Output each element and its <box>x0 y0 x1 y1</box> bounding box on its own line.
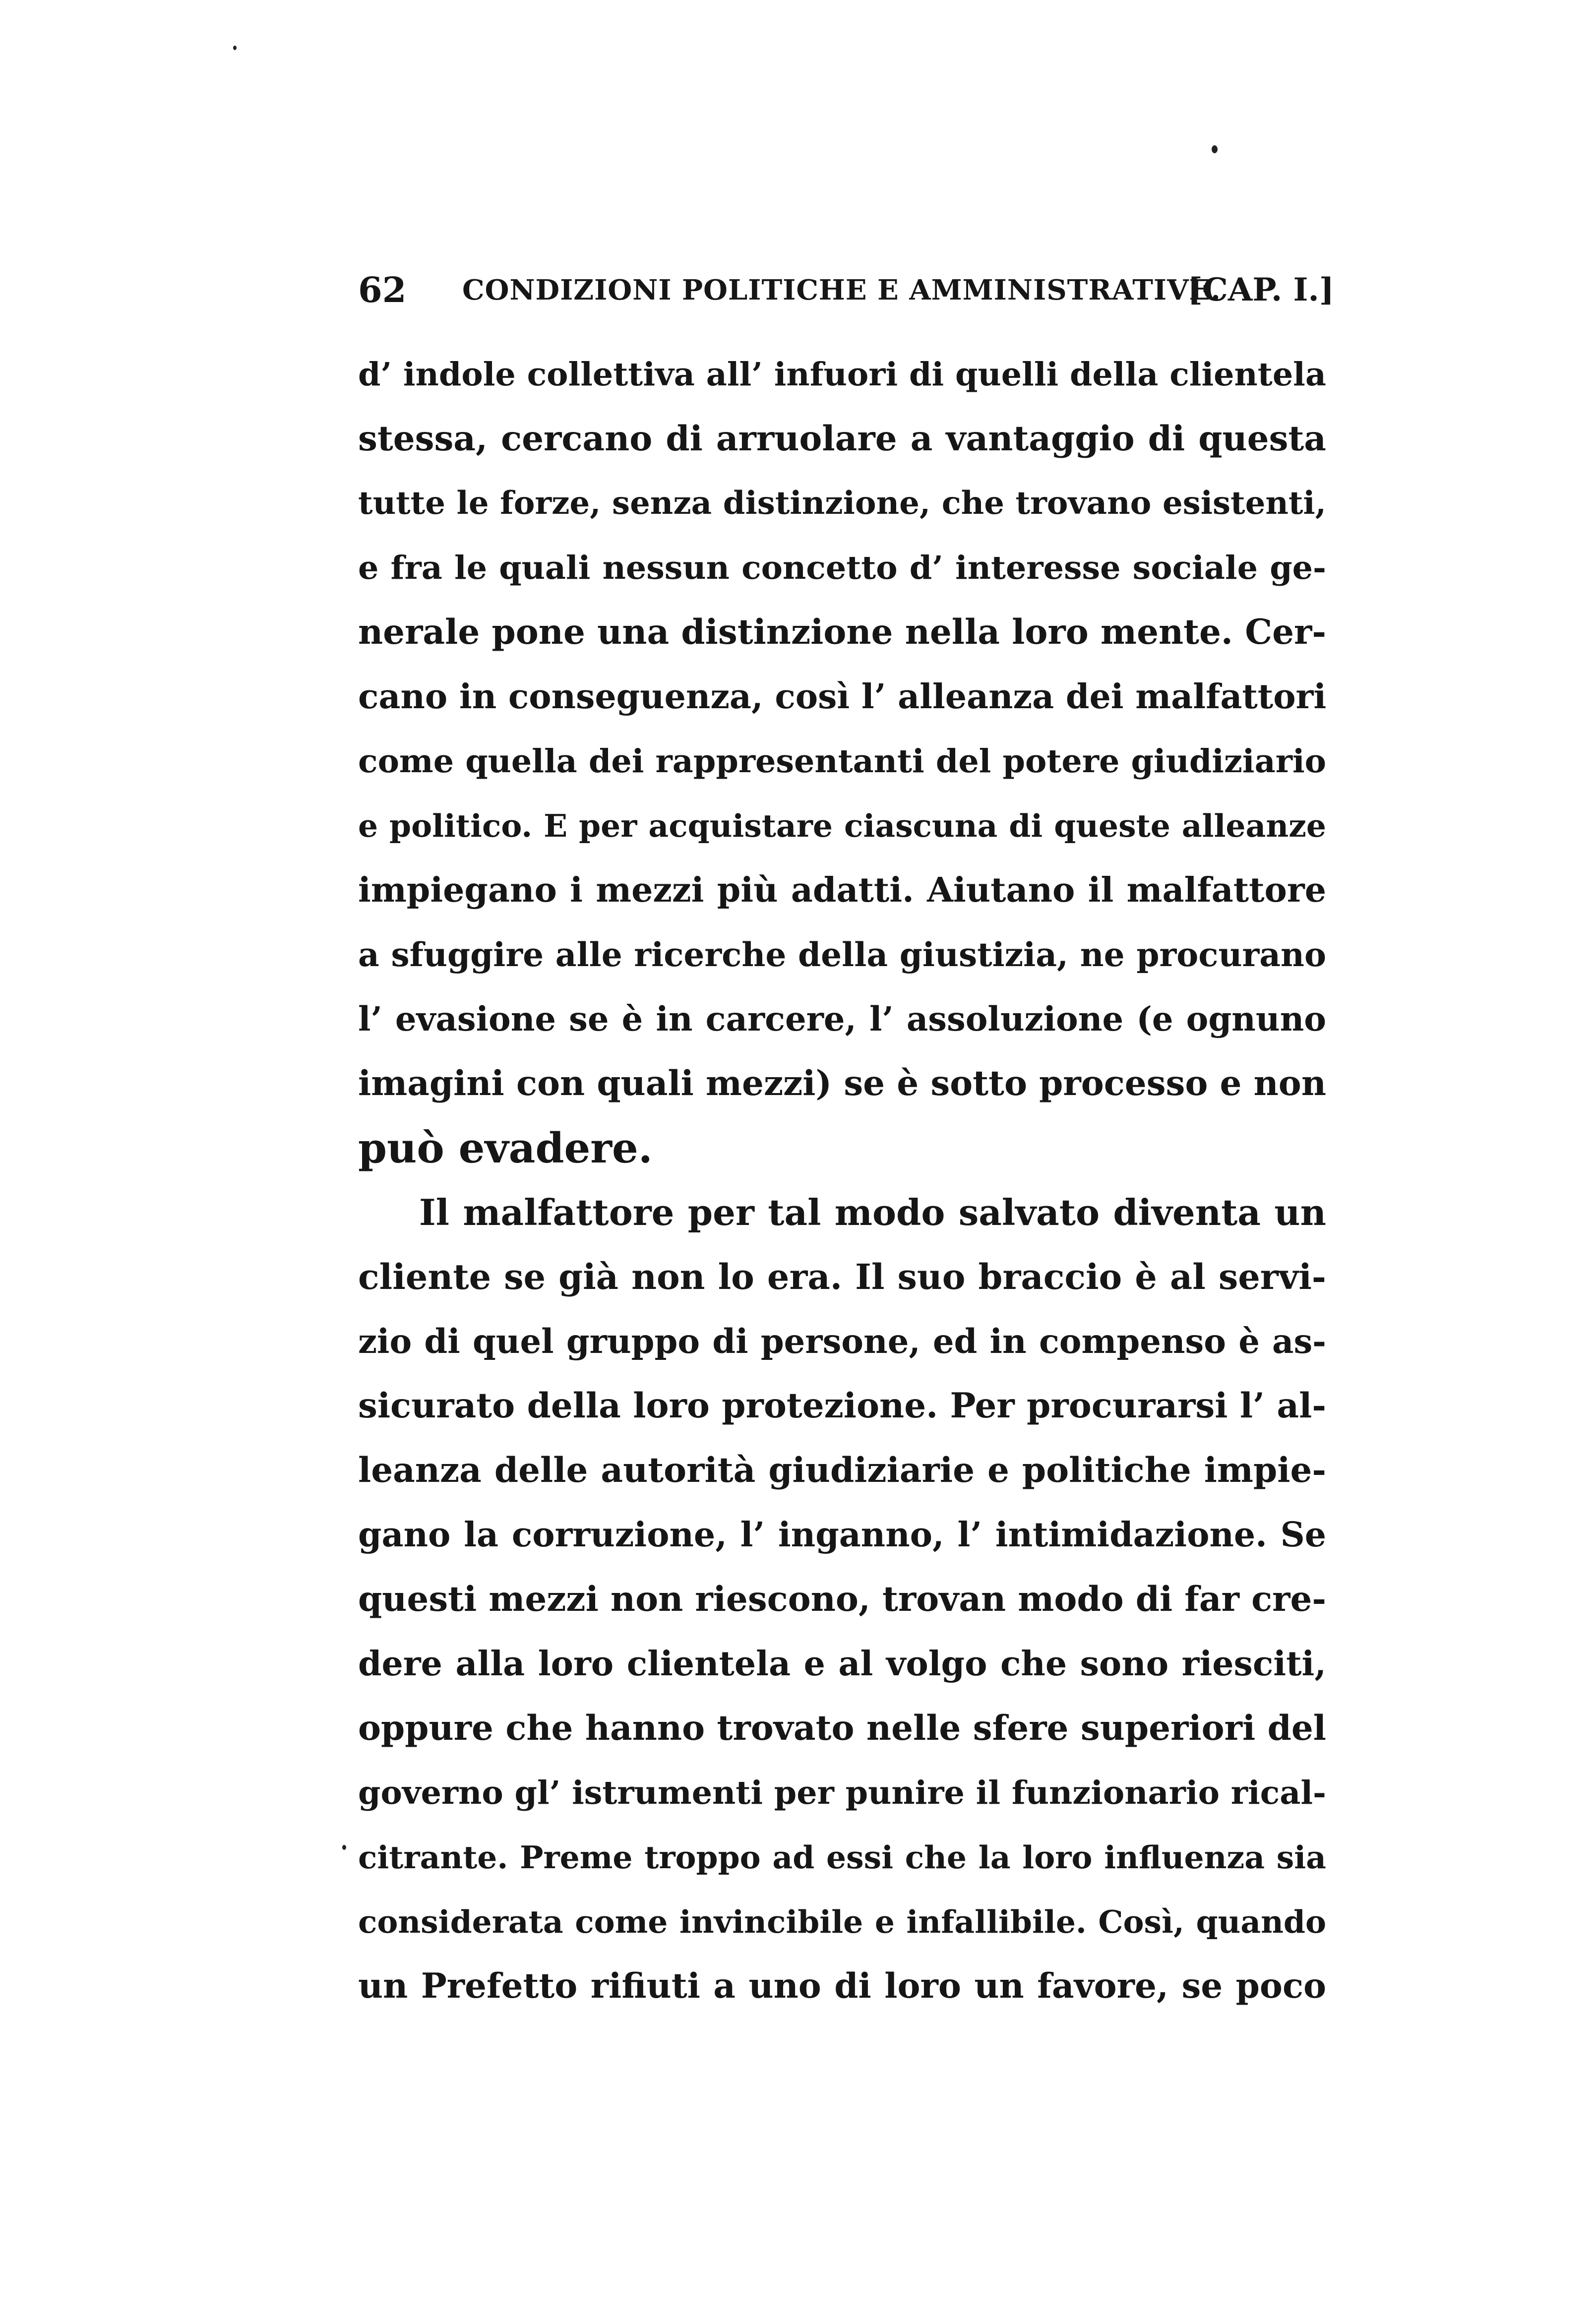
scan-speck <box>1212 145 1218 153</box>
text-line: zio di quel gruppo di persone, ed in compenso è as- <box>358 1322 1326 1361</box>
text-line: citrante. Preme troppo ad essi che la loro influenza sia <box>358 1839 1326 1876</box>
scan-speck <box>342 1845 346 1850</box>
scan-speck <box>233 46 237 50</box>
text-line: leanza delle autorità giudiziarie e politiche impie- <box>358 1450 1326 1490</box>
page-number: 62 <box>358 269 407 310</box>
text-line: l’ evasione se è in carcere, l’ assoluzione (e ognuno <box>358 999 1326 1039</box>
text-line: a sfuggire alle ricerche della giustizia, ne procurano <box>358 935 1326 974</box>
text-line: può evadere. <box>358 1124 653 1172</box>
text-line: d’ indole collettiva all’ infuori di quelli della clientela <box>358 356 1326 393</box>
text-line: sicurato della loro protezione. Per procurarsi l’ al- <box>358 1386 1326 1426</box>
text-line: gano la corruzione, l’ inganno, l’ intimidazione. Se <box>358 1515 1326 1555</box>
chapter-label: [CAP. I.] <box>1187 271 1334 308</box>
text-line: un Prefetto rifiuti a uno di loro un favore, se poco <box>358 1966 1326 2006</box>
text-line: impiegano i mezzi più adatti. Aiutano il malfattore <box>358 870 1326 910</box>
text-line: cano in conseguenza, così l’ alleanza dei malfattori <box>358 677 1327 717</box>
page-header <box>358 263 1334 317</box>
text-line: e fra le quali nessun concetto d’ interesse sociale ge- <box>358 549 1326 587</box>
text-line: stessa, cercano di arruolare a vantaggio di questa <box>358 419 1326 459</box>
text-line: dere alla loro clientela e al volgo che sono riesciti, <box>358 1644 1326 1684</box>
text-line: nerale pone una distinzione nella loro mente. Cer- <box>358 612 1326 652</box>
text-line: questi mezzi non riescono, trovan modo di far cre- <box>358 1579 1326 1619</box>
text-line: considerata come invincibile e infallibile. Così, quando <box>358 1903 1326 1940</box>
running-title: CONDIZIONI POLITICHE E AMMINISTRATIVE. <box>462 274 1221 306</box>
text-line: governo gl’ istrumenti per punire il funzionario rical- <box>358 1774 1326 1812</box>
text-line: e politico. E per acquistare ciascuna di queste alleanze <box>358 807 1326 844</box>
text-line: cliente se già non lo era. Il suo braccio è al servi- <box>358 1256 1326 1297</box>
text-line: oppure che hanno trovato nelle sfere superiori del <box>358 1708 1326 1748</box>
text-line: come quella dei rappresentanti del potere giudiziario <box>358 742 1326 780</box>
text-line: Il malfattore per tal modo salvato diventa un <box>419 1191 1326 1233</box>
text-line: tutte le forze, senza distinzione, che trovano esistenti, <box>358 485 1326 522</box>
text-line: imagini con quali mezzi) se è sotto processo e non <box>358 1063 1326 1103</box>
